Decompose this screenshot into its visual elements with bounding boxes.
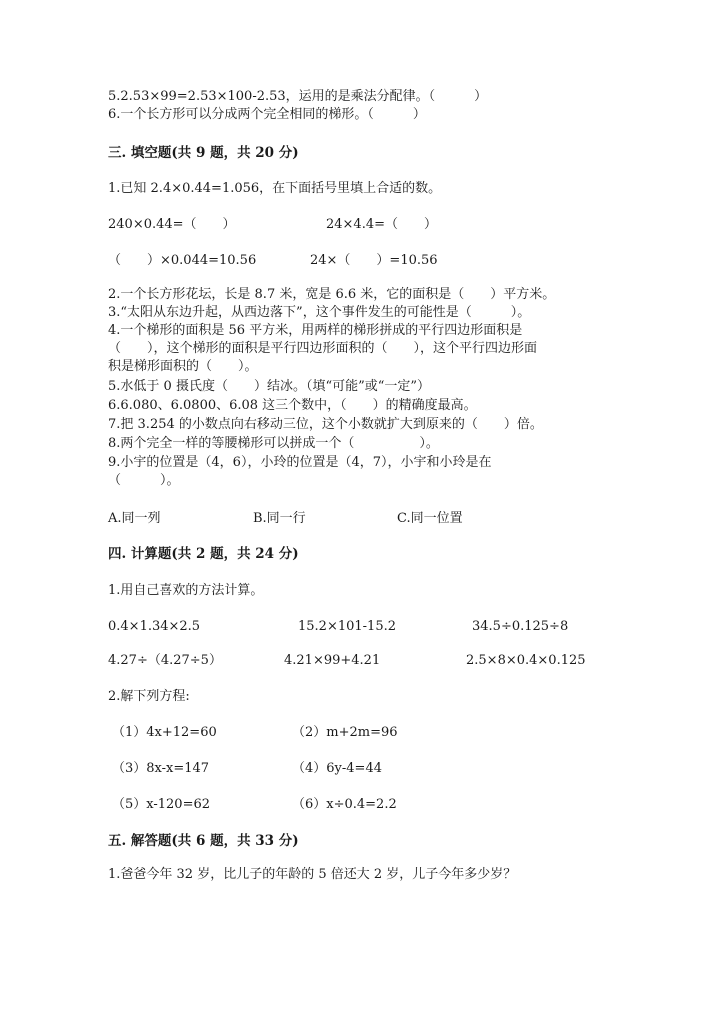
section-5-title: 五. 解答题(共 6 题，共 33 分) (108, 833, 299, 849)
fill-q1-blank-d: 24×（ ）=10.56 (310, 253, 438, 268)
calc-question-1: 1.用自己喜欢的方法计算。 (108, 583, 264, 598)
fill-question-8: 8.两个完全一样的等腰梯形可以拼成一个（ ）。 (108, 436, 439, 451)
fill-question-5: 5.水低于 0 摄氏度（ ）结冰。（填“可能”或“一定”） (108, 379, 431, 394)
option-c: C.同一位置 (397, 511, 463, 526)
calc-question-2: 2.解下列方程: (108, 689, 190, 704)
judge-question-6: 6.一个长方形可以分成两个完全相同的梯形。（ ） (108, 107, 426, 122)
equation: （2）m+2m=96 (292, 725, 398, 740)
fill-q1-blank-a: 240×0.44=（ ） (108, 217, 236, 232)
fill-question-2: 2.一个长方形花坛，长是 8.7 米，宽是 6.6 米，它的面积是（ ）平方米。 (108, 287, 556, 302)
fill-question-9-cont: （ ）。 (108, 473, 180, 488)
equation: （1）4x+12=60 (112, 725, 217, 740)
answer-question-1: 1.爸爸今年 32 岁，比儿子的年龄的 5 倍还大 2 岁，儿子今年多少岁？ (108, 867, 517, 882)
fill-question-4-cont: （ ），这个梯形的面积是平行四边形面积的（ ），这个平行四边形面 (108, 341, 538, 356)
equation: （3）8x-x=147 (112, 761, 210, 776)
equation: （4）6y-4=44 (292, 761, 382, 776)
option-b: B.同一行 (253, 511, 306, 526)
section-3-title: 三. 填空题(共 9 题，共 20 分) (108, 145, 299, 161)
calc-expr: 4.21×99+4.21 (284, 653, 381, 668)
calc-expr: 2.5×8×0.4×0.125 (466, 653, 586, 668)
fill-q1-blank-b: 24×4.4=（ ） (326, 217, 438, 232)
calc-expr: 34.5÷0.125÷8 (472, 619, 569, 634)
fill-question-1: 1.已知 2.4×0.44=1.056，在下面括号里填上合适的数。 (108, 181, 442, 196)
calc-expr: 15.2×101-15.2 (298, 619, 396, 634)
fill-question-4: 4.一个梯形的面积是 56 平方米，用两样的梯形拼成的平行四边形面积是 (108, 323, 523, 338)
fill-q1-blank-c: （ ）×0.044=10.56 (108, 253, 257, 268)
section-4-title: 四. 计算题(共 2 题，共 24 分) (108, 546, 299, 562)
equation: （5）x-120=62 (112, 797, 211, 812)
calc-expr: 4.27÷（4.27÷5） (108, 653, 222, 668)
fill-question-9: 9.小宇的位置是（4，6），小玲的位置是（4，7），小宇和小玲是在 (108, 455, 492, 470)
fill-question-6: 6.6.080、6.0800、6.08 这三个数中，（ ）的精确度最高。 (108, 398, 477, 413)
calc-expr: 0.4×1.34×2.5 (108, 619, 201, 634)
fill-question-4-cont2: 积是梯形面积的（ ）。 (108, 359, 258, 374)
judge-question-5: 5.2.53×99=2.53×100-2.53，运用的是乘法分配律。（ ） (108, 89, 488, 104)
option-a: A.同一列 (108, 511, 161, 526)
fill-question-7: 7.把 3.254 的小数点向右移动三位，这个小数就扩大到原来的（ ）倍。 (108, 417, 543, 432)
equation: （6）x÷0.4=2.2 (292, 797, 397, 812)
fill-question-3: 3.“太阳从东边升起，从西边落下”，这个事件发生的可能性是（ ）。 (108, 305, 531, 320)
